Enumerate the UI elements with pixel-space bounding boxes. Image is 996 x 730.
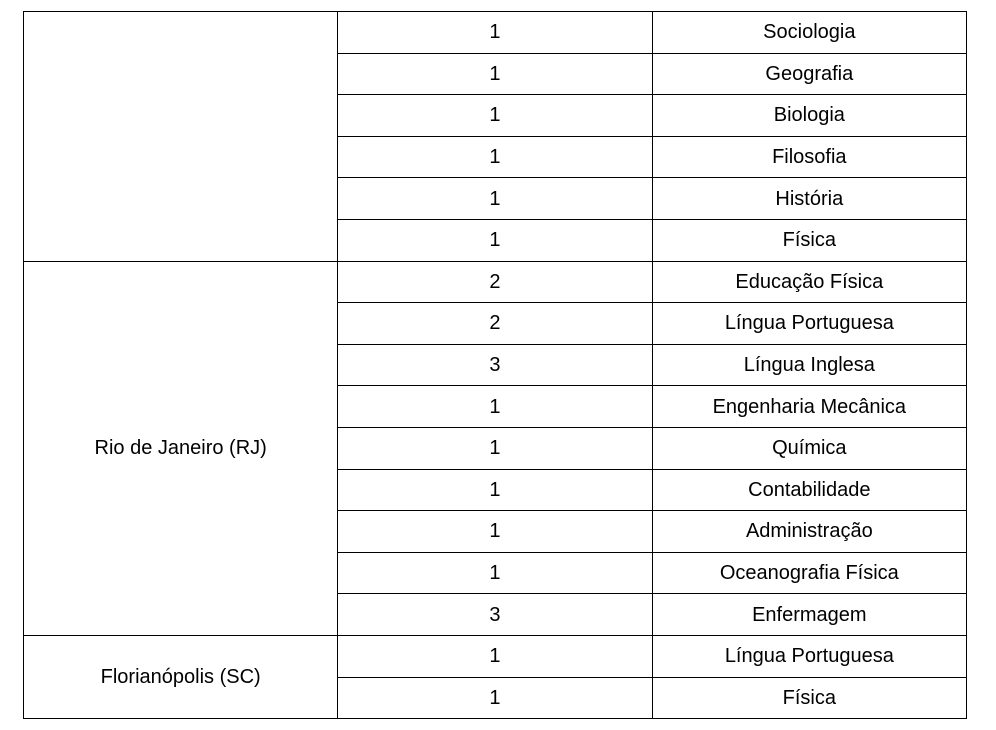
subject-cell: Administração: [652, 511, 966, 553]
vacancy-count-cell: 1: [338, 469, 652, 511]
subject-cell: Contabilidade: [652, 469, 966, 511]
vacancy-count-cell: 1: [338, 677, 652, 719]
subject-cell: Física: [652, 219, 966, 261]
subject-cell: Oceanografia Física: [652, 552, 966, 594]
vacancy-count-cell: 1: [338, 219, 652, 261]
vacancy-count-cell: 1: [338, 511, 652, 553]
city-cell: [24, 12, 338, 262]
vacancy-count-cell: 1: [338, 178, 652, 220]
subject-cell: Engenharia Mecânica: [652, 386, 966, 428]
table-body: [24, 12, 967, 719]
subject-cell: Língua Portuguesa: [652, 303, 966, 345]
vacancy-count-cell: 1: [338, 427, 652, 469]
vacancy-count-cell: 3: [338, 594, 652, 636]
vacancy-count-cell: 2: [338, 303, 652, 345]
subject-cell: Biologia: [652, 95, 966, 137]
vacancy-count-cell: 1: [338, 53, 652, 95]
vacancy-count-cell: 3: [338, 344, 652, 386]
subject-cell: Língua Inglesa: [652, 344, 966, 386]
table-row: [24, 635, 967, 677]
vacancy-table: [23, 11, 967, 719]
subject-cell: História: [652, 178, 966, 220]
subject-cell: Geografia: [652, 53, 966, 95]
vacancy-count-cell: 1: [338, 95, 652, 137]
vacancy-count-cell: 1: [338, 136, 652, 178]
vacancy-count-cell: 1: [338, 552, 652, 594]
table-row: [24, 261, 967, 303]
subject-cell: Filosofia: [652, 136, 966, 178]
subject-cell: Química: [652, 427, 966, 469]
subject-cell: Sociologia: [652, 12, 966, 54]
table-row: [24, 12, 967, 54]
subject-cell: Física: [652, 677, 966, 719]
vacancy-count-cell: 2: [338, 261, 652, 303]
vacancy-count-cell: 1: [338, 635, 652, 677]
vacancy-count-cell: 1: [338, 12, 652, 54]
vacancy-count-cell: 1: [338, 386, 652, 428]
city-cell: Rio de Janeiro (RJ): [24, 261, 338, 635]
subject-cell: Língua Portuguesa: [652, 635, 966, 677]
subject-cell: Enfermagem: [652, 594, 966, 636]
subject-cell: Educação Física: [652, 261, 966, 303]
city-cell: Florianópolis (SC): [24, 635, 338, 718]
